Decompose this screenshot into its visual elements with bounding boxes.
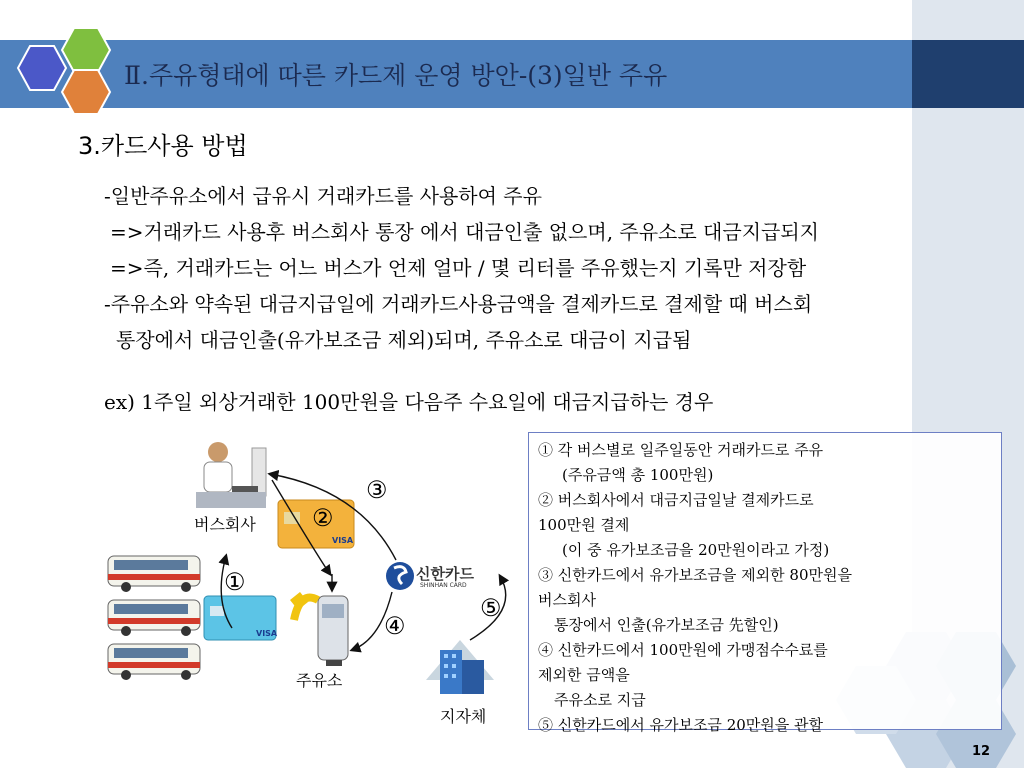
note-line-4: 100만원 결제 — [538, 516, 630, 534]
visa-label-1: VISA — [332, 536, 354, 545]
shinhan-card-logo — [386, 562, 414, 590]
bus-icon-2 — [108, 600, 200, 636]
page-number: 12 — [972, 744, 991, 759]
note-line-5: (이 중 유가보조금을 20만원이라고 가정) — [562, 541, 830, 559]
gas-pump-icon — [290, 592, 348, 666]
bus-company-person-icon — [196, 442, 266, 508]
visa-label-2: VISA — [256, 629, 278, 638]
bus-icon-3 — [108, 644, 200, 680]
body-line-5: 통장에서 대금인출(유가보조금 제외)되며, 주유소로 대금이 지급됨 — [116, 328, 692, 352]
note-line-2: (주유금액 총 100만원) — [562, 466, 714, 484]
step-1-marker: ① — [224, 568, 246, 596]
note-line-1: ① 각 버스별로 일주일동안 거래카드로 주유 — [538, 441, 824, 459]
local-gov-label: 지자체 — [440, 707, 487, 726]
card-company-name-en: SHINHAN CARD — [420, 582, 467, 589]
step-5-marker: ⑤ — [480, 594, 502, 622]
section-number: 3. — [78, 132, 101, 160]
body-line-2: =>거래카드 사용후 버스회사 통장 에서 대금인출 없으며, 주유소로 대금지급되지 — [110, 220, 819, 244]
gas-station-label: 주유소 — [296, 671, 343, 690]
note-line-11: 주유소로 지급 — [554, 691, 646, 709]
slide-title: Ⅱ.주유형태에 따른 카드제 운영 방안-(3)일반 주유 — [124, 61, 668, 90]
step-3-marker: ③ — [366, 476, 388, 504]
body-line-4: -주유소와 약속된 대금지급일에 거래카드사용금액을 결제카드로 결제할 때 버스회 — [104, 292, 813, 316]
note-line-8: 통장에서 인출(유가보조금 先할인) — [554, 616, 779, 634]
city-hall-building-icon — [426, 640, 494, 694]
example-line: ex) 1주일 외상거래한 100만원을 다음주 수요일에 대금지급하는 경우 — [104, 390, 714, 414]
notes-text — [538, 438, 998, 738]
note-line-7: 버스회사 — [538, 591, 596, 609]
credit-card-blue-icon — [204, 596, 278, 640]
card-company-name: 신한카드 — [416, 565, 474, 583]
bus-icon-1 — [108, 556, 200, 592]
body-line-3: =>즉, 거래카드는 어느 버스가 언제 얼마 / 몇 리터를 주유했는지 기록만 저장함 — [110, 256, 807, 280]
step-2-marker: ② — [312, 504, 334, 532]
note-line-3: ② 버스회사에서 대금지급일날 결제카드로 — [538, 491, 814, 509]
note-line-10: 제외한 금액을 — [538, 666, 630, 684]
section-title: 카드사용 방법 — [100, 132, 248, 160]
step-4-marker: ④ — [384, 612, 406, 640]
note-line-6: ③ 신한카드에서 유가보조금을 제외한 80만원을 — [538, 566, 852, 584]
body-line-1: -일반주유소에서 급유시 거래카드를 사용하여 주유 — [104, 184, 542, 208]
note-line-9: ④ 신한카드에서 100만원에 가맹점수수료를 — [538, 641, 828, 659]
note-line-12: ⑤ 신한카드에서 유가보조금 20만원을 관할 — [538, 716, 824, 734]
bus-company-label: 버스회사 — [194, 515, 256, 534]
